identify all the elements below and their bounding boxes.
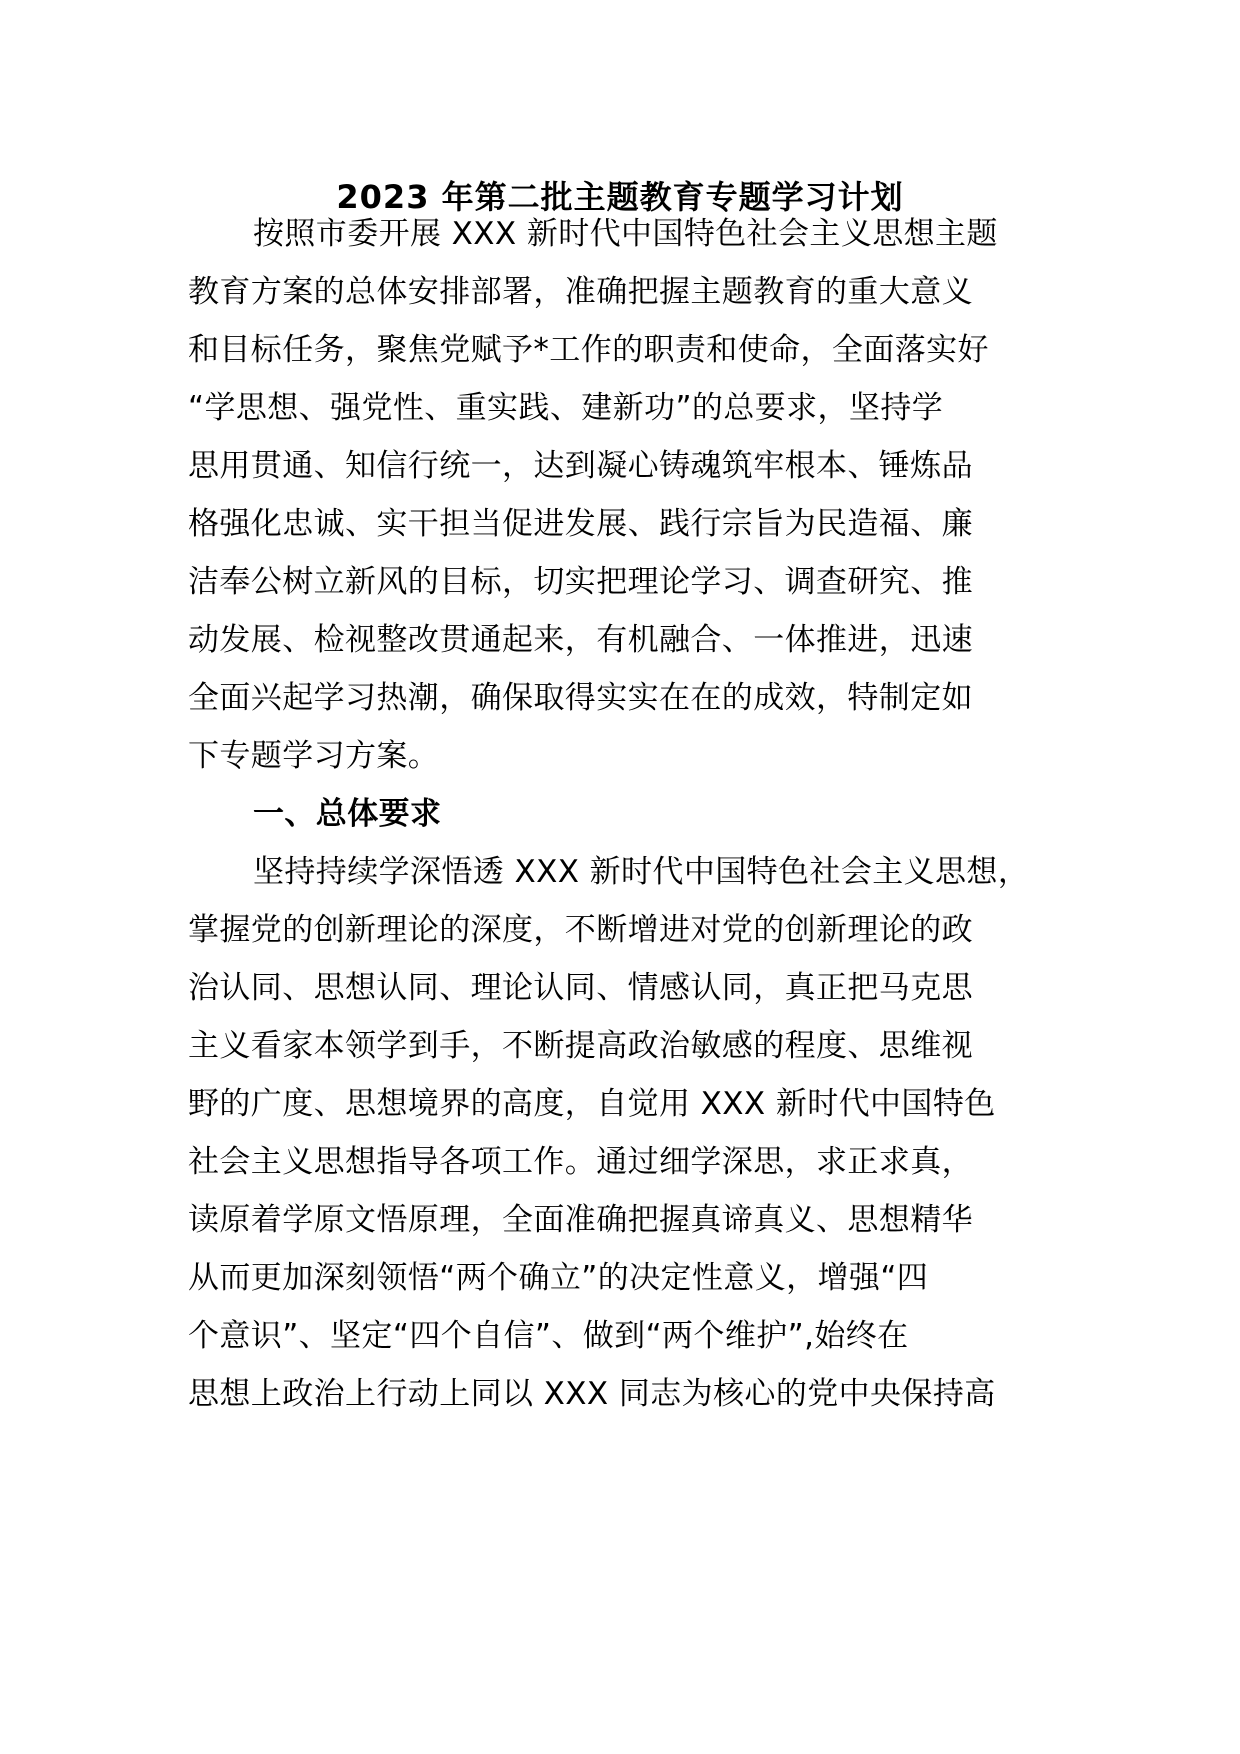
section1-line-7: 读原着学原文悟原理，全面准确把握真谛真义、思想精华 bbox=[188, 1202, 973, 1238]
section1-line-10: 思想上政治上行动上同以 XXX 同志为核心的党中央保持高 bbox=[188, 1376, 996, 1412]
intro-line-8: 动发展、检视整改贯通起来，有机融合、一体推进，迅速 bbox=[188, 622, 973, 658]
intro-line-10: 下专题学习方案。 bbox=[188, 738, 440, 774]
section1-line-9: 个意识”、坚定“四个自信”、做到“两个维护”,始终在 bbox=[188, 1318, 909, 1354]
intro-line-3: 和目标任务，聚焦党赋予*工作的职责和使命，全面落实好 bbox=[188, 332, 989, 368]
section1-line-6: 社会主义思想指导各项工作。通过细学深思，求正求真， bbox=[188, 1144, 973, 1180]
section1-line-8: 从而更加深刻领悟“两个确立”的决定性意义，增强“四 bbox=[188, 1260, 929, 1296]
intro-line-9: 全面兴起学习热潮，确保取得实实在在的成效，特制定如 bbox=[188, 680, 973, 716]
intro-line-4: “学思想、强党性、重实践、建新功”的总要求，坚持学 bbox=[188, 390, 944, 426]
section1-line-3: 治认同、思想认同、理论认同、情感认同，真正把马克思 bbox=[188, 970, 973, 1006]
intro-line-5: 思用贯通、知信行统一，达到凝心铸魂筑牢根本、锤炼品 bbox=[188, 448, 973, 484]
intro-line-7: 洁奉公树立新风的目标，切实把理论学习、调查研究、推 bbox=[188, 564, 973, 600]
section1-line-2: 掌握党的创新理论的深度，不断增进对党的创新理论的政 bbox=[188, 912, 973, 948]
intro-line-6: 格强化忠诚、实干担当促进发展、践行宗旨为民造福、廉 bbox=[188, 506, 973, 542]
intro-line-1: 按照市委开展 XXX 新时代中国特色社会主义思想主题 bbox=[253, 216, 998, 252]
section1-line-1: 坚持持续学深悟透 XXX 新时代中国特色社会主义思想， bbox=[253, 854, 1030, 890]
section1-line-5: 野的广度、思想境界的高度，自觉用 XXX 新时代中国特色 bbox=[188, 1086, 996, 1122]
intro-line-2: 教育方案的总体安排部署，准确把握主题教育的重大意义 bbox=[188, 274, 973, 310]
section1-line-4: 主义看家本领学到手，不断提高政治敏感的程度、思维视 bbox=[188, 1028, 973, 1064]
document-title: 2023 年第二批主题教育专题学习计划 bbox=[336, 178, 904, 216]
section-heading-general-requirements: 一、总体要求 bbox=[253, 796, 442, 832]
